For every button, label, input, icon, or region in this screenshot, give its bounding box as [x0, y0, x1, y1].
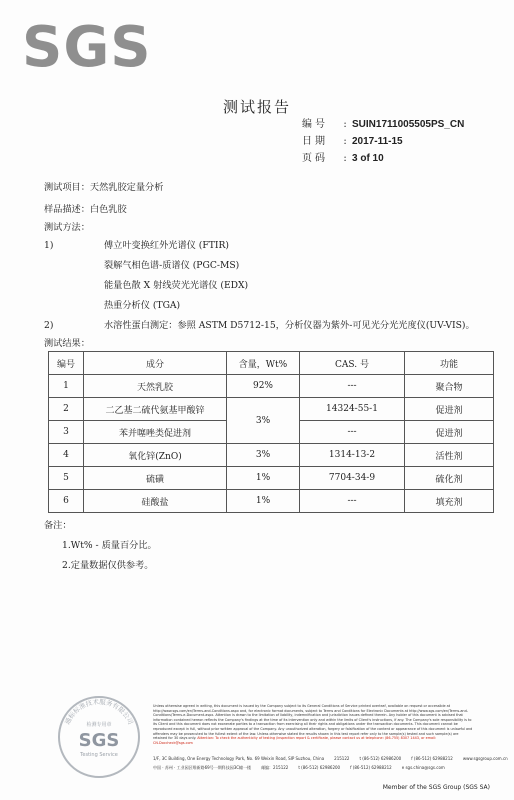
meta-row-number: 编号 : SUIN1711005505PS_CN [302, 116, 464, 133]
page-title: 测试报告 [222, 98, 291, 116]
note-item: 2.定量数据仅供参考。 [62, 560, 154, 571]
table-row: 2 二乙基二硫代氨基甲酸锌 3% 14324-55-1 促进剂 [49, 398, 494, 421]
report-body [44, 180, 484, 351]
report-meta [302, 116, 464, 167]
seal-top-text: 检测专用章 [86, 722, 112, 728]
page-number: 3 of 10 [352, 153, 384, 164]
method-label: 测试方法： [44, 222, 90, 233]
notes-label: 备注： [44, 520, 72, 531]
meta-row-page: 页码 : 3 of 10 [302, 150, 464, 167]
table-row: 6 硅酸盐 1% --- 填充剂 [49, 490, 494, 513]
method-item: 裂解气相色谱-质谱仪 (PGC-MS) [104, 260, 240, 271]
group-membership: Member of the SGS Group (SGS SA) [382, 784, 490, 791]
seal-arc-text: 通标标准技术服务有限公司 [63, 697, 135, 726]
address-cn: 中国 · 苏州 · 工业园区唯新路69号一期科技园3C幢一楼 邮编：215122 t (86-512) 62986200 f (86-512) 62988212 e sgs.china@sgs.com [153, 765, 445, 770]
meta-row-date: 日期 : 2017-11-15 [302, 133, 464, 150]
seal-logo-text: SGS [78, 730, 120, 751]
header-number: 编号 [49, 352, 84, 375]
sgs-logo: SGS [22, 15, 152, 80]
method-item: 能量色散 X 射线荧光光谱仪 (EDX) [104, 280, 249, 291]
table-row: 3 苯并噻唑类促进剂 --- 促进剂 [49, 421, 494, 444]
address-block [153, 754, 508, 772]
report-date: 2017-11-15 [352, 136, 403, 147]
table-header-row [49, 352, 494, 375]
note-item: 1.Wt% - 质量百分比。 [62, 540, 157, 551]
company-seal [56, 694, 142, 780]
table-row: 4 氧化锌(ZnO) 3% 1314-13-2 活性剂 [49, 444, 494, 467]
header-component: 成分 [84, 352, 227, 375]
results-table [48, 351, 494, 513]
test-item: 测试项目：天然乳胶定量分析 [44, 182, 164, 193]
method-item: 2) 水溶性蛋白测定：参照 ASTM D5712-15，分析仪器为紫外-可见光分光光度仪(UV-VIS)。 [44, 320, 475, 331]
report-number: SUIN1711005505PS_CN [352, 119, 465, 130]
header-cas: CAS. 号 [300, 352, 405, 375]
method-item: 1) 傅立叶变换红外光谱仪 (FTIR) [44, 240, 230, 251]
notes [44, 516, 157, 576]
sample-description: 样品描述：白色乳胶 [44, 204, 127, 215]
header-content: 含量，Wt% [227, 352, 300, 375]
merged-content-cell: 3% [227, 398, 300, 444]
results-label: 测试结果： [44, 338, 90, 349]
authenticity-notice: Attention: To check the authenticity of testing /inspection report & certificate, please contact us at telephone: (86-755) 8307 1443, or email: CN.Doccheck@sgs.com [153, 736, 437, 745]
header-function: 功能 [405, 352, 494, 375]
legal-fine-print: Unless otherwise agreed in writing, this document is issued by the Company subject to its General Conditions of Service printed overleaf, available on request or accessible at http://www.sgs.com/en/Terms-and-Conditions.aspx and, for electronic format documents, subject to Terms and Conditions for Electronic Documents at http://www.sgs.com/en/Terms-and-Conditions/Terms-e-Document.aspx. Attention is drawn to the limitation of liability, indemnification and jurisdiction issues defined therein. Any holder of this document is advised that information contained hereon reflects the Company's findings at the time of its intervention only and within the limits of Client's instructions, if any. The Company's sole responsibility is to its Client and this document does not exonerate parties to a transaction from exercising all their rights and obligations under the transaction documents. This document cannot be reproduced except in full, without prior written approval of the Company. Any unauthorized alteration, forgery or falsification of the content or appearance of this document is unlawful and offenders may be prosecuted to the fullest extent of the law. Unless otherwise stated the results shown in this test report refer only to the sample(s) tested and such sample(s) are retained for 30 days only. Attention: To check the authenticity of testing /inspection report & certificate, please contact us at telephone: (86-755) 8307 1443, or email: CN.Doccheck@sgs.com [153, 704, 473, 745]
method-item: 热重分析仪 (TGA) [104, 300, 181, 311]
seal-sub-text: Testing Service [80, 752, 118, 758]
table-row: 5 硫磺 1% 7704-34-9 硫化剂 [49, 467, 494, 490]
table-row: 1 天然乳胶 92% --- 聚合物 [49, 375, 494, 398]
address-en: 1/F, 3C Building, One Energy Technology Park, No. 69 Weixin Road, SIP Suzhou, China 215122 t (86-512) 62986200 f (86-512) 62988212 www.sgsgroup.com.cn [153, 756, 508, 761]
